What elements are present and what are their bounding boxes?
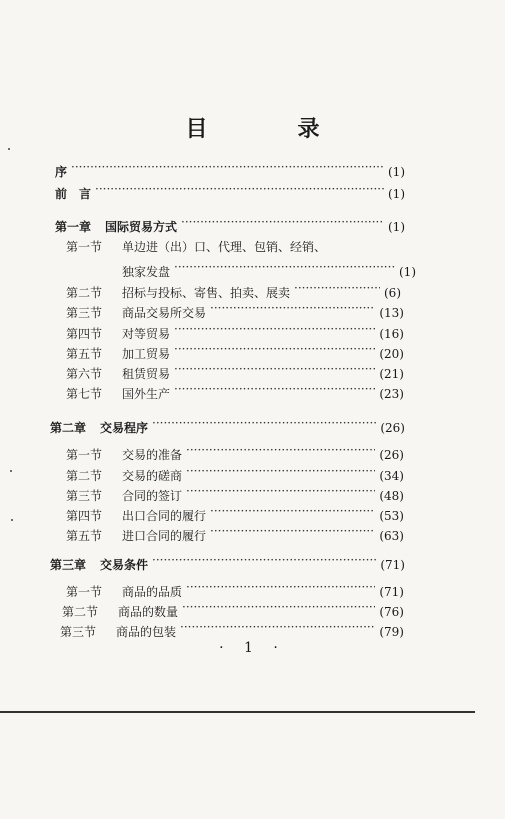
- section-number: 第七节: [66, 387, 103, 401]
- leader-dots: [186, 441, 375, 459]
- toc-section-3-1[interactable]: [66, 578, 404, 599]
- section-page: (6): [384, 286, 401, 300]
- section-number: 第六节: [66, 367, 103, 381]
- section-label: 单边进（出）口、代理、包销、经销、: [122, 240, 327, 254]
- toc-entry-preface[interactable]: [55, 158, 405, 179]
- section-page: (13): [379, 306, 404, 320]
- toc-section-1-2[interactable]: [66, 279, 401, 300]
- section-label: 加工贸易: [122, 347, 171, 361]
- section-page: (23): [379, 387, 404, 401]
- leader-dots: [174, 340, 375, 358]
- toc-chapter-3[interactable]: [50, 551, 405, 572]
- section-number: 第五节: [66, 529, 103, 543]
- toc-section-2-2[interactable]: [66, 462, 404, 483]
- toc-section-1-5[interactable]: [66, 340, 404, 361]
- section-label: 商品交易所交易: [122, 306, 207, 320]
- section-number: 第一节: [66, 448, 103, 462]
- leader-dots: [210, 502, 375, 520]
- section-label: 租赁贸易: [122, 367, 171, 381]
- section-number: 第三节: [60, 625, 97, 639]
- section-label: 交易的磋商: [122, 469, 183, 483]
- page-title: 目 录: [185, 116, 354, 142]
- toc-section-2-5[interactable]: [66, 522, 404, 543]
- toc-section-2-3[interactable]: [66, 482, 404, 503]
- toc-chapter-2[interactable]: [50, 414, 405, 435]
- entry-label: 序: [55, 165, 68, 179]
- section-label: 商品的包装: [116, 625, 177, 639]
- leader-dots: [174, 360, 375, 378]
- leader-dots: [210, 299, 375, 317]
- leader-dots: [186, 462, 375, 480]
- section-page: (71): [379, 585, 404, 599]
- leader-dots: [152, 551, 376, 569]
- scan-speck: [8, 148, 10, 150]
- toc-section-1-3[interactable]: [66, 299, 404, 320]
- leader-dots: [180, 618, 375, 636]
- leader-dots: [210, 522, 375, 540]
- toc-section-1-1[interactable]: [66, 238, 416, 256]
- section-number: 第四节: [66, 509, 103, 523]
- leader-dots: [95, 180, 384, 198]
- leader-dots: [181, 213, 384, 231]
- section-number: 第二节: [62, 605, 99, 619]
- chapter-label: 交易程序: [100, 421, 149, 435]
- section-label: 对等贸易: [122, 327, 171, 341]
- leader-dots: [71, 158, 384, 176]
- section-page: (76): [379, 605, 404, 619]
- section-label: 出口合同的履行: [122, 509, 207, 523]
- section-page: (53): [379, 509, 404, 523]
- toc-section-3-3[interactable]: [60, 618, 404, 639]
- chapter-number: 第二章: [50, 421, 87, 435]
- toc-section-1-4[interactable]: [66, 320, 404, 341]
- leader-dots: [186, 578, 375, 596]
- section-page: (1): [399, 265, 416, 279]
- section-page: (34): [379, 469, 404, 483]
- chapter-page: (71): [380, 558, 405, 572]
- section-page: (79): [379, 625, 404, 639]
- section-label: 国外生产: [122, 387, 171, 401]
- page-number: · 1 ·: [219, 640, 286, 656]
- section-label-continued: 独家发盘: [122, 265, 171, 279]
- section-number: 第一节: [66, 240, 103, 254]
- chapter-number: 第三章: [50, 558, 87, 572]
- section-label: 商品的品质: [122, 585, 183, 599]
- scan-speck: [10, 470, 12, 472]
- toc-section-1-1-cont[interactable]: [122, 258, 416, 279]
- leader-dots: [186, 482, 375, 500]
- section-label: 交易的准备: [122, 448, 183, 462]
- section-number: 第三节: [66, 306, 103, 320]
- chapter-number: 第一章: [55, 220, 92, 234]
- chapter-label: 交易条件: [100, 558, 149, 572]
- section-page: (16): [379, 327, 404, 341]
- section-label: 招标与投标、寄售、拍卖、展卖: [122, 286, 291, 300]
- section-page: (48): [379, 489, 404, 503]
- section-label: 进口合同的履行: [122, 529, 207, 543]
- chapter-page: (1): [388, 220, 405, 234]
- leader-dots: [152, 414, 376, 432]
- toc-section-2-4[interactable]: [66, 502, 404, 523]
- leader-dots: [174, 380, 375, 398]
- section-number: 第四节: [66, 327, 103, 341]
- section-label: 合同的签订: [122, 489, 183, 503]
- section-number: 第一节: [66, 585, 103, 599]
- section-page: (26): [379, 448, 404, 462]
- leader-dots: [294, 279, 380, 297]
- entry-page: (1): [388, 187, 405, 201]
- section-number: 第二节: [66, 286, 103, 300]
- leader-dots: [174, 258, 395, 276]
- chapter-label: 国际贸易方式: [105, 220, 178, 234]
- section-number: 第五节: [66, 347, 103, 361]
- toc-section-3-2[interactable]: [62, 598, 404, 619]
- chapter-page: (26): [380, 421, 405, 435]
- toc-section-1-6[interactable]: [66, 360, 404, 381]
- scan-speck: [11, 519, 13, 521]
- section-number: 第二节: [66, 469, 103, 483]
- toc-entry-foreword[interactable]: [55, 180, 405, 201]
- page-edge-rule: [0, 711, 475, 713]
- leader-dots: [182, 598, 375, 616]
- entry-label: 前 言: [55, 187, 92, 201]
- entry-page: (1): [388, 165, 405, 179]
- section-page: (20): [379, 347, 404, 361]
- leader-dots: [174, 320, 375, 338]
- section-label: 商品的数量: [118, 605, 179, 619]
- toc-section-2-1[interactable]: [66, 441, 404, 462]
- section-page: (21): [379, 367, 404, 381]
- toc-section-1-7[interactable]: [66, 380, 404, 401]
- toc-chapter-1[interactable]: [55, 213, 405, 234]
- section-number: 第三节: [66, 489, 103, 503]
- section-page: (63): [379, 529, 404, 543]
